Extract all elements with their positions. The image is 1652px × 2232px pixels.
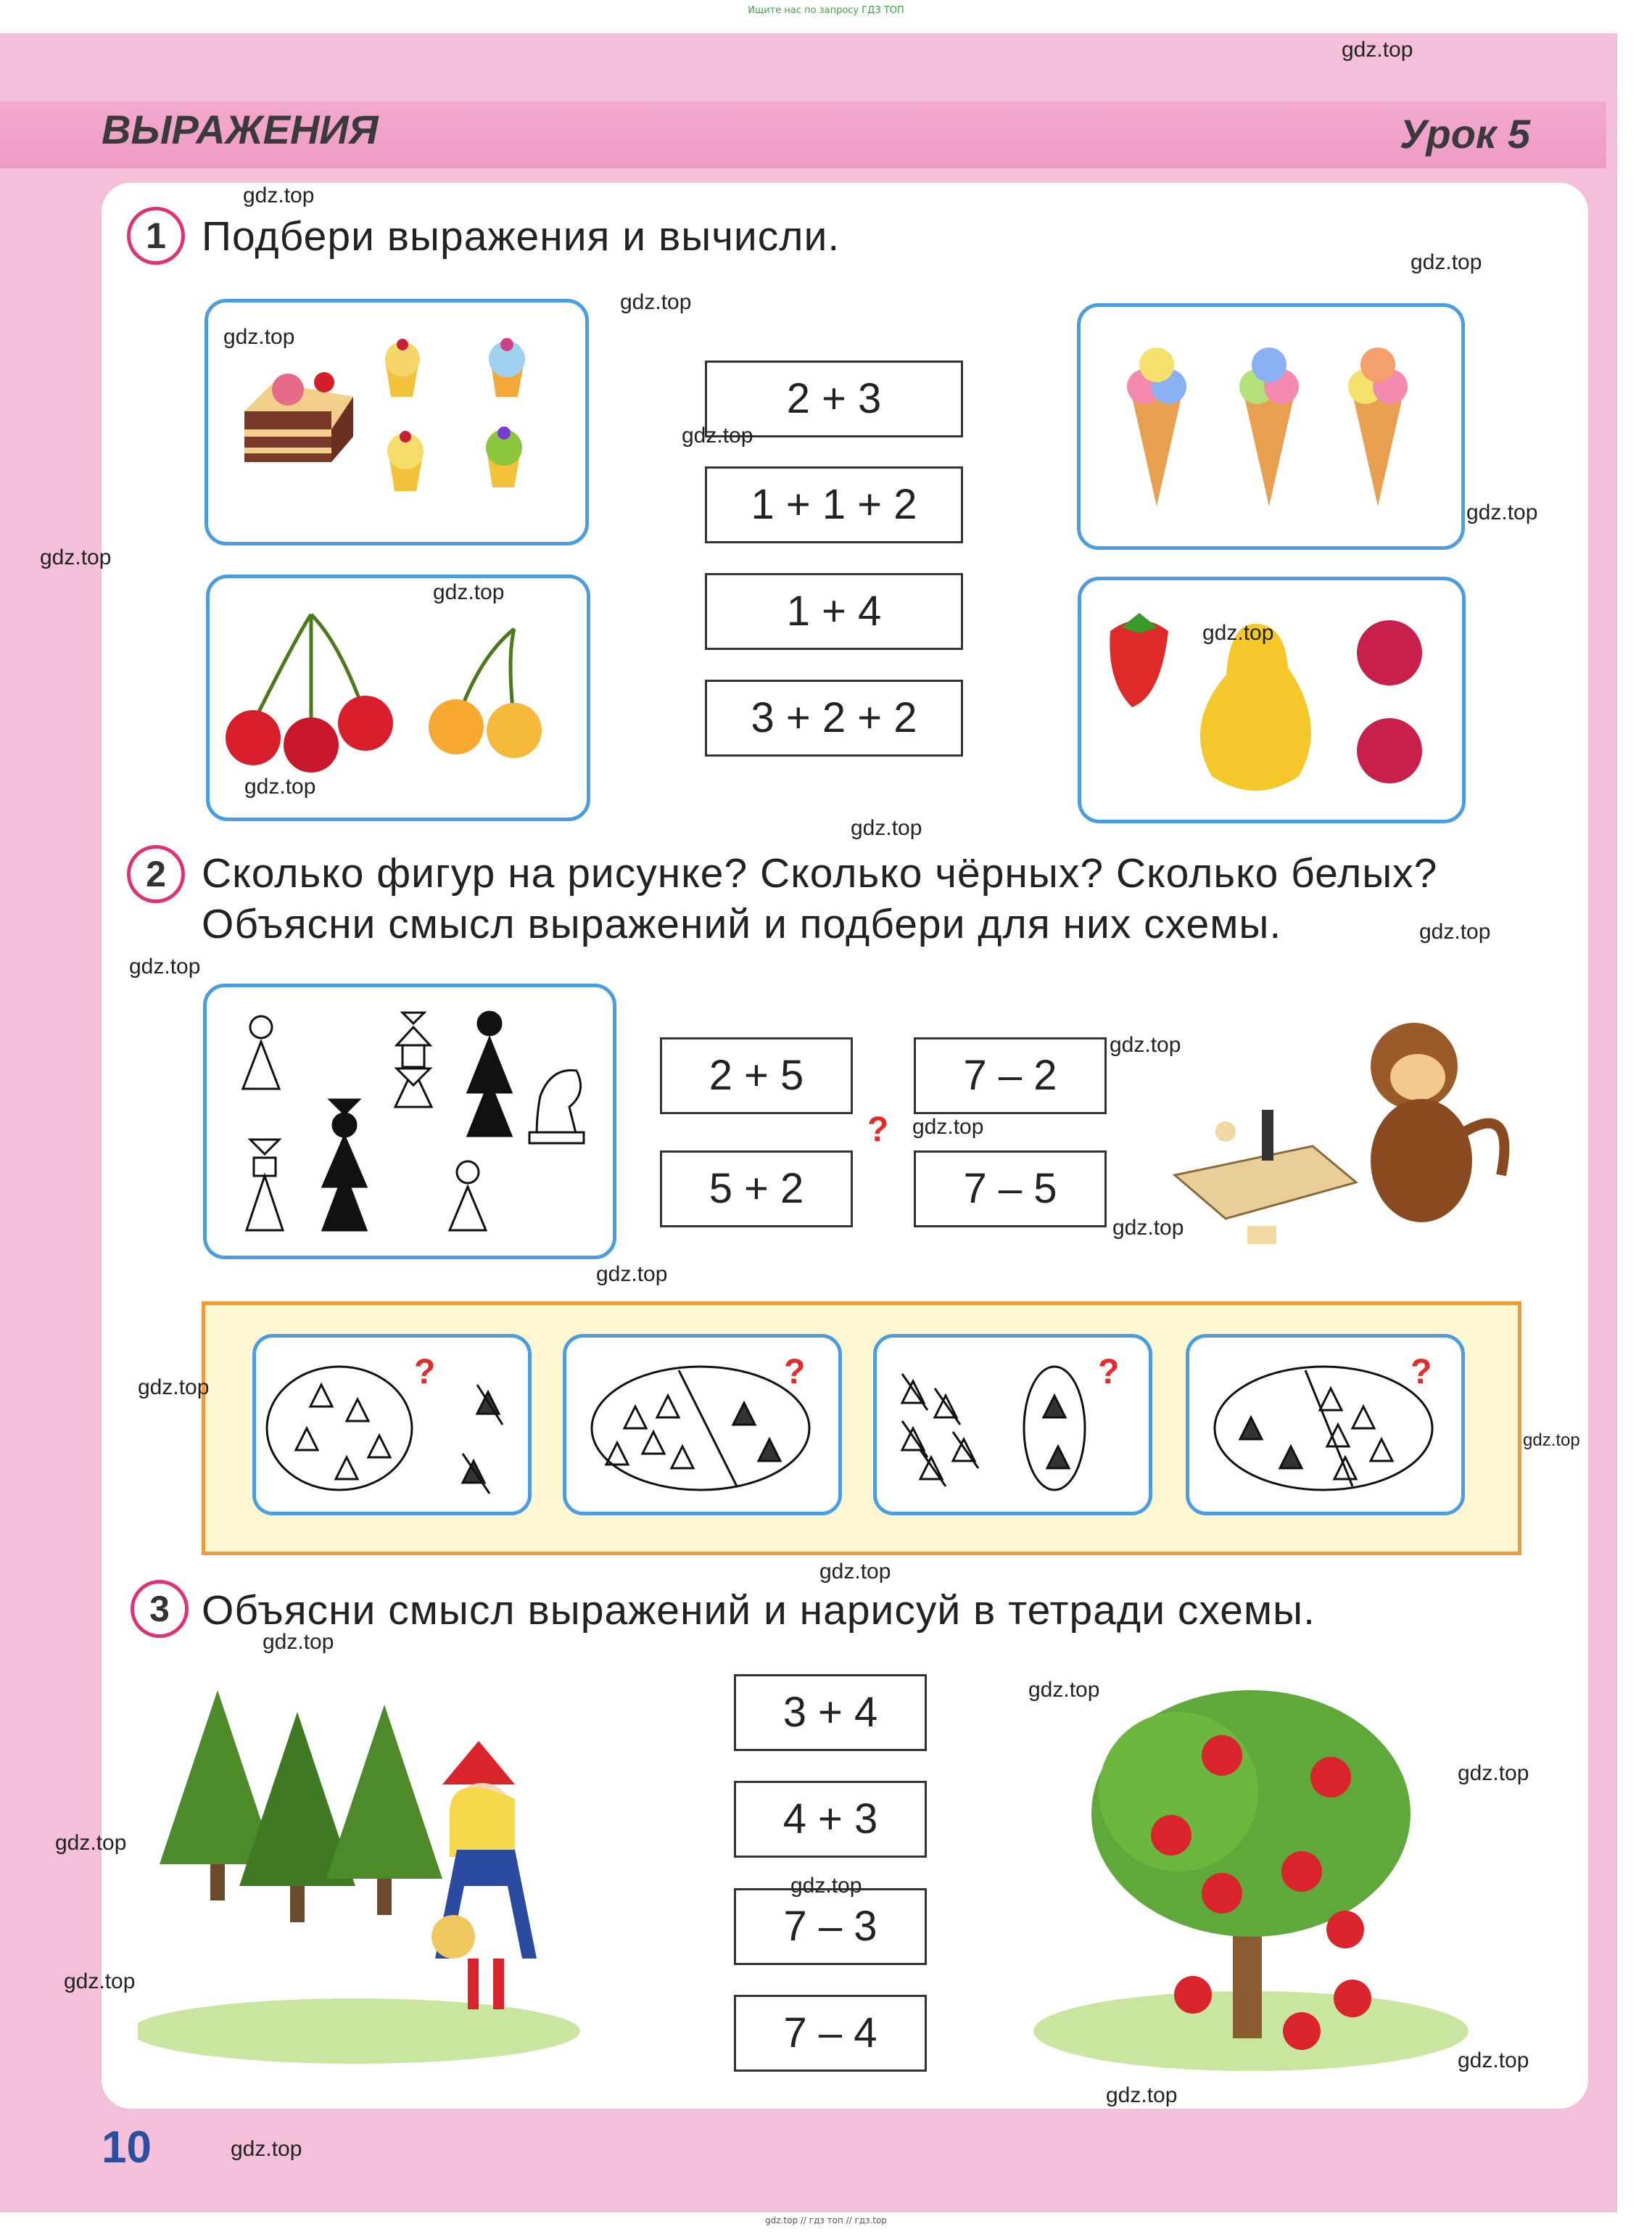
watermark: gdz.top: [620, 290, 692, 314]
task2-expression-2: 7 – 2: [914, 1037, 1107, 1114]
white-figure-icon: [395, 1013, 431, 1107]
basket-icon: [431, 1915, 475, 1959]
task2-text-line2: Объясни смысл выражений и подбери для них схемы.: [202, 901, 1282, 947]
watermark: gdz.top: [1466, 501, 1538, 524]
watermark: gdz.top: [263, 1630, 334, 1654]
watermark: gdz.top: [64, 1969, 136, 1993]
watermark: gdz.top: [1110, 1033, 1181, 1057]
monkey-chess-illustration: [1146, 987, 1523, 1262]
ice-cream-icon: [1127, 347, 1186, 506]
chess-piece-icon: [1247, 1226, 1276, 1244]
scheme-1-figure: [256, 1338, 528, 1512]
white-figure-icon: [243, 1016, 279, 1089]
scheme-question-mark: ?: [1098, 1353, 1120, 1391]
picture-fruits: [1078, 577, 1466, 823]
ice-cream-illustration: [1081, 307, 1461, 546]
raspberry-icon: [1357, 620, 1422, 685]
task3-number: 3: [131, 1580, 189, 1638]
watermark: gdz.top: [851, 816, 922, 840]
task2-text-line1: Сколько фигур на рисунке? Сколько чёрных? Сколько белых?: [202, 850, 1438, 897]
watermark: gdz.top: [1458, 1761, 1529, 1785]
watermark: gdz.top: [596, 1262, 668, 1286]
scheme-question-mark: ?: [414, 1353, 436, 1391]
scheme-2: [563, 1334, 842, 1515]
cherry-icon: [226, 710, 281, 765]
black-figure-icon: [323, 1100, 366, 1230]
strawberry-icon: [1110, 620, 1168, 707]
watermark: gdz.top: [223, 325, 295, 349]
ice-cream-icon: [1239, 347, 1299, 506]
task1-number: 1: [127, 207, 185, 265]
watermark: gdz.top: [790, 1874, 862, 1898]
picture-ice-cream: [1077, 303, 1465, 550]
task1-expression-2: 1 + 1 + 2: [705, 466, 963, 543]
task1-expression-4: 3 + 2 + 2: [705, 680, 963, 757]
watermark: gdz.top: [244, 775, 316, 799]
apple-tree-illustration: [1012, 1668, 1476, 2082]
chess-knight-icon: [529, 1070, 584, 1143]
watermark: gdz.top: [243, 184, 315, 207]
watermark: gdz.top: [1112, 1216, 1184, 1240]
black-figure-icon: [468, 1012, 511, 1136]
watermark: gdz.top: [1106, 2083, 1178, 2107]
task3-expression-4: 7 – 4: [734, 1995, 927, 2072]
page-number: 10: [102, 2122, 152, 2173]
section-title: ВЫРАЖЕНИЯ: [102, 107, 379, 152]
task2-expression-1: 2 + 5: [660, 1037, 853, 1114]
watermark: gdz.top: [819, 1560, 891, 1584]
watermark: gdz.top: [1419, 920, 1491, 944]
task3-text: Объясни смысл выражений и нарисуй в тетради схемы.: [202, 1587, 1316, 1634]
cupcake-icon: [385, 339, 420, 397]
watermark: gdz.top: [55, 1831, 127, 1855]
watermark: gdz.top: [433, 580, 505, 604]
watermark: gdz.top: [912, 1115, 984, 1139]
monkey-chess-picture: [1146, 987, 1523, 1262]
raspberry-icon: [1357, 718, 1422, 783]
watermark: gdz.top: [40, 545, 112, 569]
scheme-question-mark: ?: [1411, 1353, 1432, 1391]
cupcake-icon: [489, 338, 525, 397]
white-figure-icon: [247, 1140, 283, 1230]
fruits-illustration: [1081, 580, 1462, 820]
task2-expression-4: 7 – 5: [914, 1150, 1107, 1227]
scheme-4: [1186, 1334, 1465, 1515]
cherry-icon: [338, 696, 393, 751]
watermark: gdz.top: [682, 424, 753, 448]
scheme-3: [873, 1334, 1152, 1515]
watermark: gdz.top: [231, 2137, 302, 2161]
girl-icon: [431, 1741, 537, 2009]
scheme-question-mark: ?: [784, 1353, 806, 1391]
scheme-1: [252, 1334, 532, 1515]
apple-tree-picture: [1012, 1668, 1476, 2082]
forest-girl-illustration: [138, 1668, 609, 2075]
task1-expression-1: 2 + 3: [705, 361, 963, 437]
top-banner: Ищите нас по запросу ГДЗ ТОП: [748, 5, 904, 16]
ice-cream-icon: [1348, 347, 1408, 506]
cake-icon: [244, 372, 353, 462]
task1-expression-3: 1 + 4: [705, 573, 963, 650]
watermark: gdz.top: [1523, 1430, 1580, 1450]
watermark: gdz.top: [138, 1375, 210, 1399]
chess-figures-illustration: [207, 987, 613, 1256]
chess-piece-icon: [1215, 1121, 1236, 1142]
task3-expression-2: 4 + 3: [734, 1781, 927, 1858]
task3-expression-3: 7 – 3: [734, 1888, 927, 1965]
yellow-cherry-icon: [429, 699, 484, 754]
question-mark-icon: ?: [867, 1111, 889, 1149]
cupcake-icon: [387, 431, 424, 491]
task3-expression-1: 3 + 4: [734, 1674, 927, 1751]
forest-girl-picture: [138, 1668, 609, 2075]
watermark: gdz.top: [1411, 250, 1482, 274]
cupcake-icon: [486, 427, 522, 487]
cherry-icon: [284, 717, 339, 773]
picture-chess-figures: [203, 984, 616, 1259]
watermark: gdz.top: [1202, 621, 1274, 645]
watermark: gdz.top: [129, 955, 201, 979]
task2-expression-3: 5 + 2: [660, 1150, 853, 1227]
white-figure-icon: [450, 1161, 486, 1230]
watermark: gdz.top: [1028, 1678, 1100, 1702]
yellow-cherry-icon: [487, 703, 542, 758]
pear-icon: [1200, 624, 1311, 791]
lesson-label: Урок 5: [1400, 111, 1531, 157]
chess-piece-icon: [1262, 1110, 1273, 1161]
watermark: gdz.top: [1342, 38, 1413, 62]
task1-text: Подбери выражения и вычисли.: [202, 213, 841, 260]
watermark: gdz.top: [1458, 2048, 1529, 2072]
bottom-banner: gdz.top // гдз топ // гдз.top: [765, 2215, 887, 2225]
schemes-panel: [202, 1301, 1521, 1555]
task2-number: 2: [127, 845, 185, 903]
